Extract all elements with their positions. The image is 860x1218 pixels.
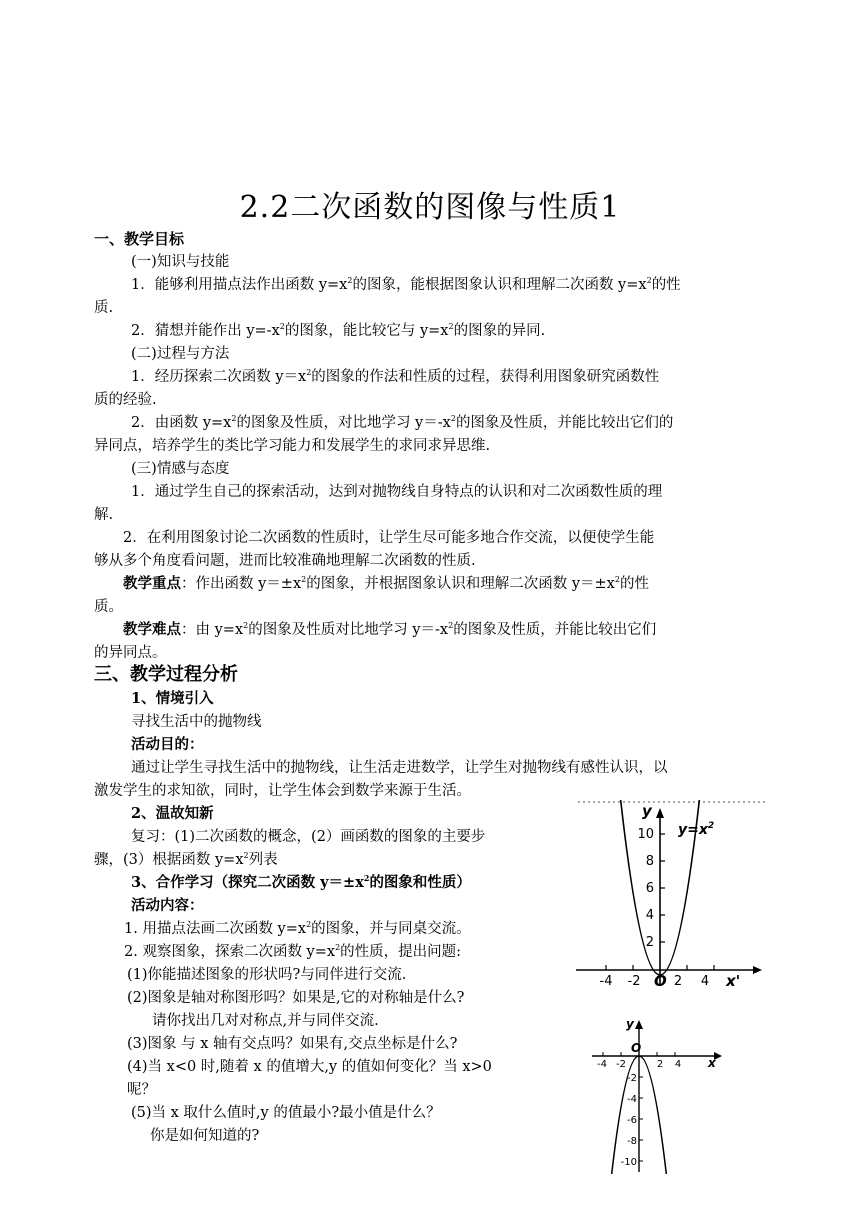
- knowledge-item-2: 2．猜想并能作出 $y=-x^2$的图象，能比较它与 $y=x^2$的图象的异同.: [131, 322, 546, 339]
- x-tick-label: 2: [673, 974, 683, 988]
- activity-item-2: 2. 观察图象，探索二次函数 $y=x^2$的性质，提出问题:: [124, 943, 462, 960]
- process-item-2-cont: 异同点，培养学生的类比学习能力和发展学生的求同求异思维.: [94, 438, 491, 454]
- y-tick-label: -6: [627, 1115, 637, 1126]
- parabola-graph-upward: [572, 800, 772, 988]
- question-1: (1)你能描述图象的形状吗?与同伴进行交流.: [127, 967, 407, 983]
- y-tick-label: -2: [627, 1073, 637, 1084]
- y-tick-label: -10: [620, 1157, 637, 1168]
- y-tick-label: -8: [627, 1136, 637, 1147]
- x-tick-label: -2: [616, 1059, 626, 1070]
- y-tick-label: 10: [637, 827, 654, 842]
- knowledge-item-1-cont: 质.: [94, 300, 114, 316]
- question-4: (4)当 x<0 时,随着 x 的值增大,y 的值如何变化？当 x>0: [127, 1059, 492, 1075]
- page-title: 2.2二次函数的图像与性质1: [239, 190, 621, 225]
- process-item-1-cont: 质的经验.: [94, 392, 157, 408]
- knowledge-item-1: 1．能够利用描点法作出函数 $y=x^2$的图象，能根据图象认识和理解二次函数 $y=x^2$的性: [131, 276, 681, 293]
- question-5-cont: 你是如何知道的?: [150, 1128, 260, 1144]
- x-axis-label: x': [726, 972, 741, 988]
- teaching-difficulty-cont: 的异同点。: [94, 645, 167, 661]
- parabola-graph-downward: [590, 1014, 730, 1174]
- process-item-1: 1．经历探索二次函数 $y=x^2$的图象的作法和性质的过程，获得利用图象研究函数性: [131, 368, 660, 385]
- step-heading-2: 2、温故知新: [131, 805, 214, 822]
- subheading-attitude: (三)情感与态度: [131, 461, 230, 477]
- y-tick-label: 2: [645, 935, 654, 950]
- y-tick-label: 6: [645, 881, 654, 896]
- teaching-difficulty: 教学难点：由 $y=x^2$的图象及性质对比地学习 $y=-x^2$的图象及性质，并能比较出它们: [123, 621, 657, 638]
- x-tick-label: -2: [627, 974, 641, 988]
- activity-purpose-text: 通过让学生寻找生活中的抛物线，让生活走进数学，让学生对抛物线有感性认识，以: [131, 760, 668, 776]
- origin-label: O: [631, 1041, 642, 1055]
- activity-purpose-label: 活动目的：: [131, 736, 204, 753]
- step-heading-1: 1、情境引入: [131, 690, 214, 707]
- subheading-process: (二)过程与方法: [131, 346, 230, 362]
- review-text: 复习：(1)二次函数的概念，(2）画函数的图象的主要步: [131, 829, 486, 845]
- origin-label: O: [654, 972, 667, 988]
- attitude-item-2: 2．在利用图象讨论二次函数的性质时，让学生尽可能多地合作交流，以便使学生能: [123, 530, 655, 546]
- step-1-text: 寻找生活中的抛物线: [131, 714, 262, 730]
- question-5: (5)当 x 取什么值时,y 的值最小?最小值是什么？: [131, 1105, 441, 1121]
- x-tick-label: 4: [674, 1059, 682, 1070]
- y-tick-label: -4: [627, 1094, 637, 1105]
- question-2-cont: 请你找出几对对称点,并与同伴交流.: [152, 1013, 379, 1029]
- attitude-item-1: 1．通过学生自己的探索活动，达到对抛物线自身特点的认识和对二次函数性质的理: [131, 484, 663, 500]
- y-tick-label: 4: [645, 908, 654, 923]
- activity-item-1: 1. 用描点法画二次函数 $y=x^2$的图象，并与同桌交流。: [124, 920, 471, 937]
- attitude-item-1-cont: 解.: [94, 507, 114, 523]
- question-4-cont: 呢？: [127, 1082, 156, 1098]
- section-heading-objectives: 一、教学目标: [94, 230, 185, 248]
- section-heading-process: 三、教学过程分析: [94, 664, 238, 685]
- x-tick-label: -4: [599, 974, 613, 988]
- teaching-key-point-cont: 质。: [94, 599, 123, 615]
- subheading-knowledge: (一)知识与技能: [131, 254, 230, 270]
- y-axis-label: y: [626, 1017, 634, 1031]
- x-axis-label: x: [708, 1056, 716, 1070]
- process-item-2: 2．由函数 $y=x^2$的图象及性质，对比地学习 $y=-x^2$的图象及性质，并能比较出它们的: [131, 414, 674, 431]
- question-3: (3)图象 与 x 轴有交点吗？如果有,交点坐标是什么?: [127, 1036, 458, 1052]
- step-heading-3: 3、合作学习（探究二次函数 $y=\pm x^2$的图象和性质）: [131, 873, 471, 891]
- activity-content-label: 活动内容：: [131, 897, 204, 914]
- review-text-cont: 骤，(3）根据函数 $y=x^2$列表: [94, 851, 278, 868]
- y-tick-label: 8: [645, 854, 654, 869]
- question-2: (2)图象是轴对称图形吗？如果是,它的对称轴是什么?: [127, 990, 465, 1006]
- attitude-item-2-cont: 够从多个角度看问题，进而比较准确地理解二次函数的性质.: [94, 553, 476, 569]
- x-tick-label: 2: [656, 1059, 664, 1070]
- curve-label: $y=x^2$: [678, 821, 715, 838]
- x-tick-label: -4: [597, 1059, 607, 1070]
- activity-purpose-text-cont: 激发学生的求知欲，同时，让学生体会到数学来源于生活。: [94, 783, 471, 799]
- teaching-key-point: 教学重点：作出函数 $y=\pm x^2$的图象，并根据图象认识和理解二次函数 $y=\pm x^2$的性: [123, 575, 649, 592]
- y-axis-label: y: [642, 802, 652, 820]
- x-tick-label: 4: [700, 974, 710, 988]
